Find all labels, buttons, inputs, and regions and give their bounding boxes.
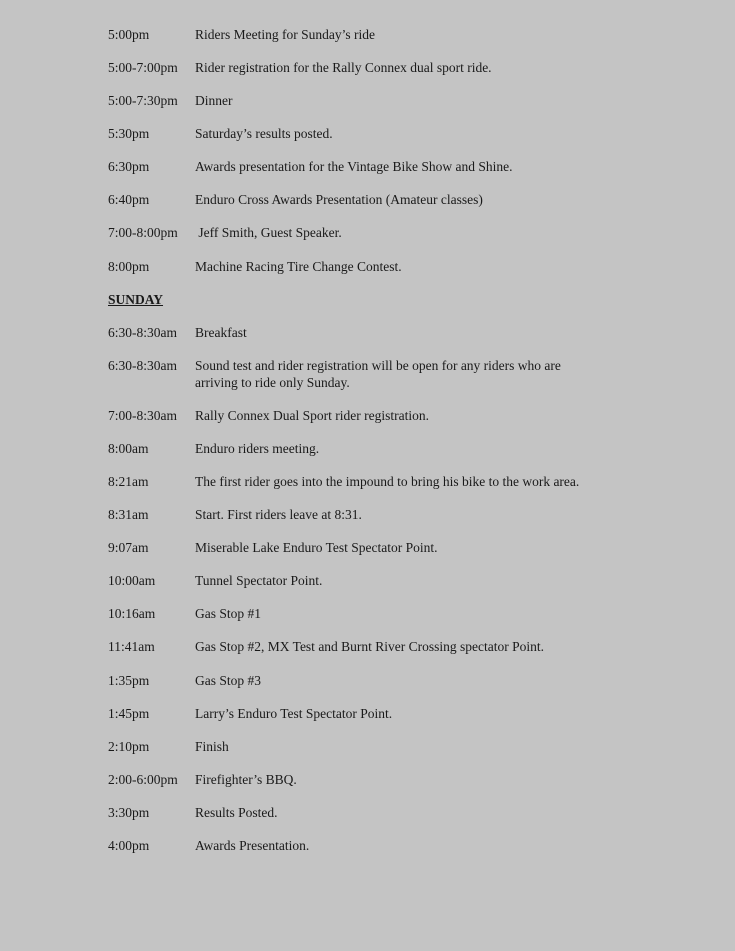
schedule-time: 3:30pm bbox=[108, 805, 150, 820]
schedule-description: Breakfast bbox=[195, 325, 247, 340]
schedule-description: Riders Meeting for Sunday’s ride bbox=[195, 27, 375, 42]
schedule-description: Results Posted. bbox=[195, 805, 278, 820]
schedule-time: 7:00-8:30am bbox=[108, 408, 177, 423]
schedule-description: Awards presentation for the Vintage Bike Show and Shine. bbox=[195, 159, 513, 174]
schedule-time: 9:07am bbox=[108, 540, 149, 555]
schedule-description: Gas Stop #3 bbox=[195, 673, 262, 688]
schedule-description: Rider registration for the Rally Connex dual sport ride. bbox=[195, 60, 492, 75]
schedule-time: 6:30pm bbox=[108, 159, 150, 174]
sunday-heading: SUNDAY bbox=[108, 292, 164, 307]
schedule-description: The first rider goes into the impound to bring his bike to the work area. bbox=[195, 474, 580, 489]
schedule-description: Larry’s Enduro Test Spectator Point. bbox=[195, 706, 393, 721]
schedule-time: 6:30-8:30am bbox=[108, 358, 177, 373]
schedule-time: 1:35pm bbox=[108, 673, 150, 688]
schedule-time: 8:21am bbox=[108, 474, 149, 489]
schedule-description: Awards Presentation. bbox=[195, 838, 310, 853]
schedule-description: Start. First riders leave at 8:31. bbox=[195, 507, 362, 522]
schedule-description: Jeff Smith, Guest Speaker. bbox=[195, 225, 342, 240]
schedule-time: 10:00am bbox=[108, 573, 156, 588]
schedule-time: 2:00-6:00pm bbox=[108, 772, 178, 787]
schedule-time: 6:30-8:30am bbox=[108, 325, 177, 340]
schedule-time: 5:00pm bbox=[108, 27, 150, 42]
schedule-description: Enduro riders meeting. bbox=[195, 441, 320, 456]
schedule-time: 8:00am bbox=[108, 441, 149, 456]
schedule-description: Gas Stop #1 bbox=[195, 606, 262, 621]
schedule-time: 5:00-7:00pm bbox=[108, 60, 178, 75]
schedule-description: Gas Stop #2, MX Test and Burnt River Crossing spectator Point. bbox=[195, 639, 545, 654]
schedule-time: 7:00-8:00pm bbox=[108, 225, 178, 240]
schedule-time: 10:16am bbox=[108, 606, 156, 621]
schedule-description: Tunnel Spectator Point. bbox=[195, 573, 323, 588]
schedule-description: Machine Racing Tire Change Contest. bbox=[195, 259, 402, 274]
schedule-time: 4:00pm bbox=[108, 838, 150, 853]
schedule-description: Sound test and rider registration will be open for any riders who are arriving to ride only Sunday. bbox=[195, 358, 561, 390]
schedule-time: 11:41am bbox=[108, 639, 155, 654]
schedule-time: 8:31am bbox=[108, 507, 149, 522]
schedule-description: Saturday’s results posted. bbox=[195, 126, 333, 141]
schedule-time: 2:10pm bbox=[108, 739, 150, 754]
schedule-time: 6:40pm bbox=[108, 192, 150, 207]
schedule-time: 8:00pm bbox=[108, 259, 150, 274]
schedule-description: Finish bbox=[195, 739, 229, 754]
schedule-time: 1:45pm bbox=[108, 706, 150, 721]
schedule-description: Enduro Cross Awards Presentation (Amateur classes) bbox=[195, 192, 483, 207]
schedule-description: Dinner bbox=[195, 93, 233, 108]
schedule-description: Firefighter’s BBQ. bbox=[195, 772, 297, 787]
schedule-time: 5:30pm bbox=[108, 126, 150, 141]
schedule-description: Miserable Lake Enduro Test Spectator Point. bbox=[195, 540, 438, 555]
schedule-description: Rally Connex Dual Sport rider registration. bbox=[195, 408, 429, 423]
schedule-time: 5:00-7:30pm bbox=[108, 93, 178, 108]
